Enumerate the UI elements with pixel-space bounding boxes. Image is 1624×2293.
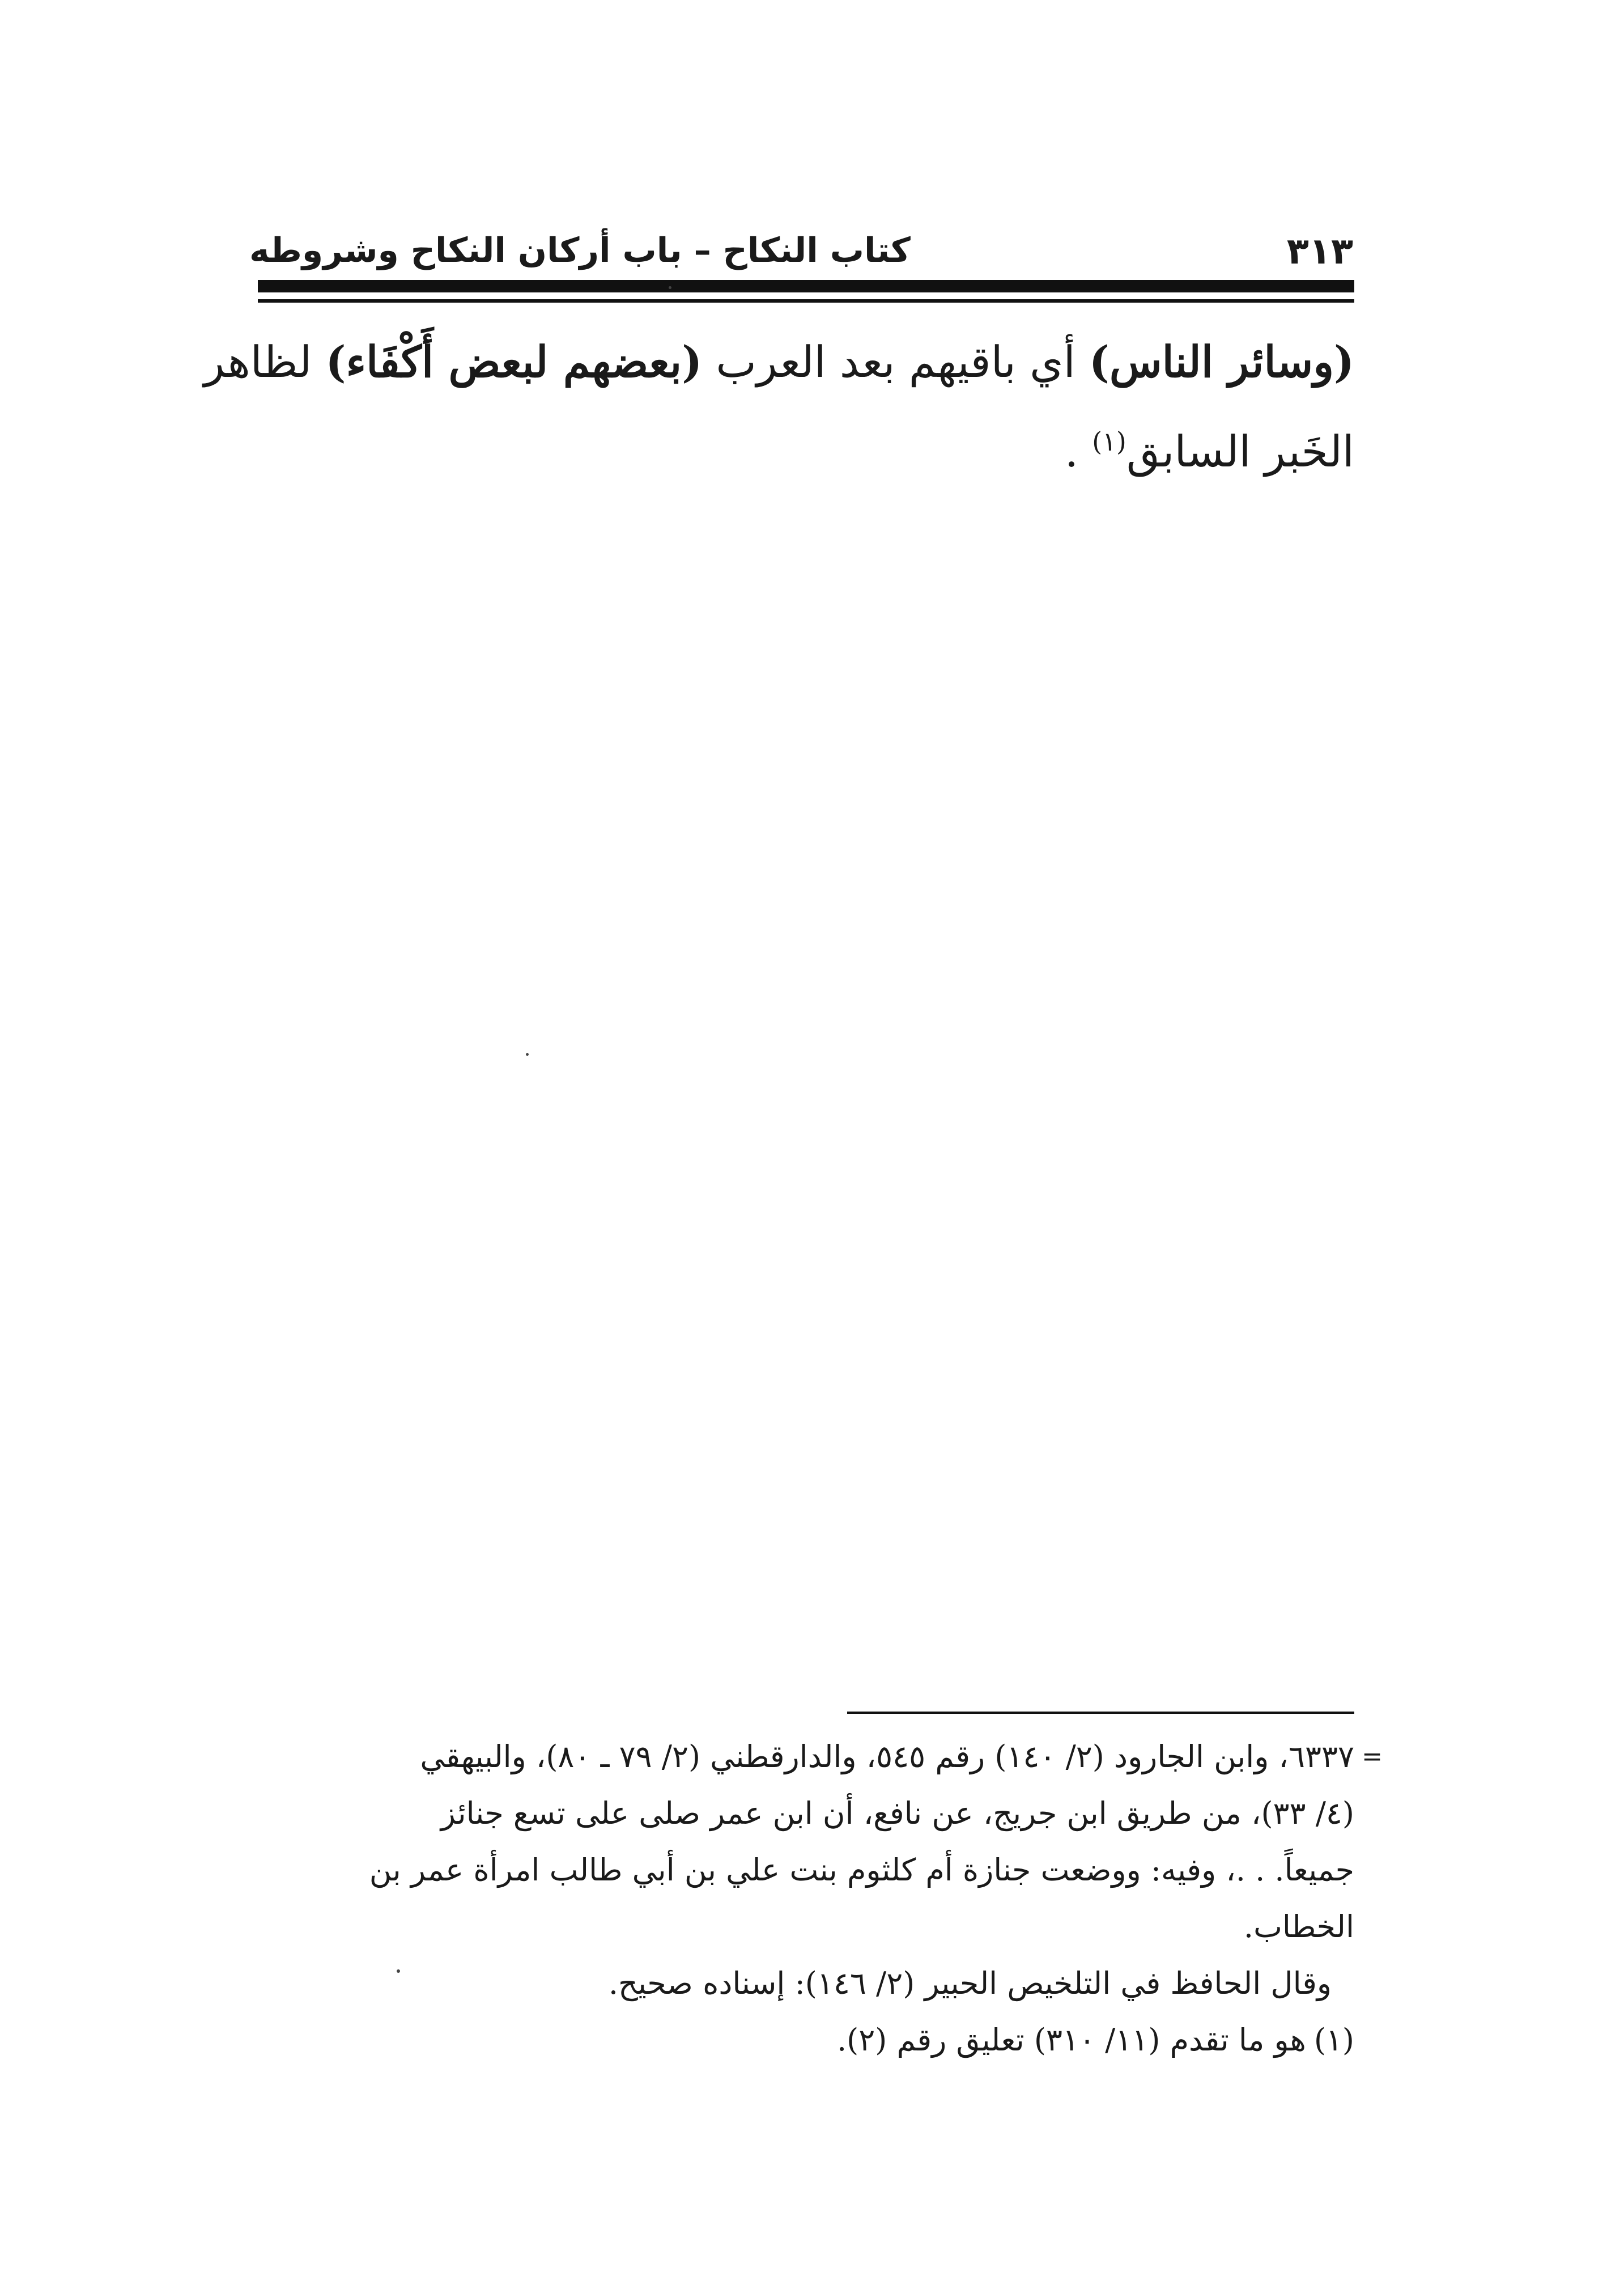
footnote-reference-1[interactable]: (١) xyxy=(1092,426,1126,457)
matn-phrase-1: (وسائر الناس) xyxy=(1089,337,1354,387)
page-number: ٣١٣ xyxy=(1286,231,1353,273)
footnote-1-number: (١) xyxy=(1313,2022,1354,2058)
footnote-1 xyxy=(244,2012,1354,2069)
continuation-marker: = xyxy=(1362,1742,1383,1771)
header-rule-thin xyxy=(258,299,1354,303)
footnote-continuation-line-5: وقال الحافظ في التلخيص الحبير (٢/ ١٤٦): إسناده صحيح. xyxy=(608,1965,1332,2001)
footnote-continuation-text-1: ٦٣٣٧، وابن الجارود (٢/ ١٤٠) رقم ٥٤٥، والدارقطني (٢/ ٧٩ ـ ٨٠)، والبيهقي xyxy=(420,1739,1354,1774)
sentence-end: . xyxy=(1064,426,1092,477)
main-text xyxy=(203,317,1354,496)
footnote-separator xyxy=(847,1712,1354,1714)
running-title: كتاب النكاح – باب أركان النكاح وشروطه xyxy=(249,231,911,270)
header-rule-thick xyxy=(258,280,1354,292)
main-text-line-2 xyxy=(249,407,1354,496)
commentary-phrase-2: لظاهر xyxy=(203,337,326,387)
commentary-phrase-1: أي باقيهم بعد العرب xyxy=(702,337,1089,387)
main-text-line-1 xyxy=(203,317,1354,407)
scan-speck xyxy=(526,1053,529,1056)
page-header xyxy=(249,215,1353,278)
footnote-continuation-line-4: الخطاب. xyxy=(1243,1909,1354,1944)
footnote-1-text: هو ما تقدم (١١/ ٣١٠) تعليق رقم (٢). xyxy=(837,2022,1306,2058)
scan-speck xyxy=(397,1969,400,1973)
scan-speck xyxy=(669,286,671,289)
commentary-phrase-3: الخَبر السابق xyxy=(1126,426,1354,477)
footnotes-section xyxy=(244,1729,1383,2069)
footnote-continuation-line-3: جميعاً. . .، وفيه: ووضعت جنازة أم كلثوم بنت علي بن أبي طالب امرأة عمر بن xyxy=(369,1852,1354,1888)
matn-phrase-2: (بعضهم لبعض أَكْفَاء) xyxy=(325,337,703,387)
footnote-continuation-line-1 xyxy=(244,1729,1383,1785)
footnote-continuation-line-2: (٤/ ٣٣)، من طريق ابن جريج، عن نافع، أن ابن عمر صلى على تسع جنائز xyxy=(440,1795,1354,1831)
